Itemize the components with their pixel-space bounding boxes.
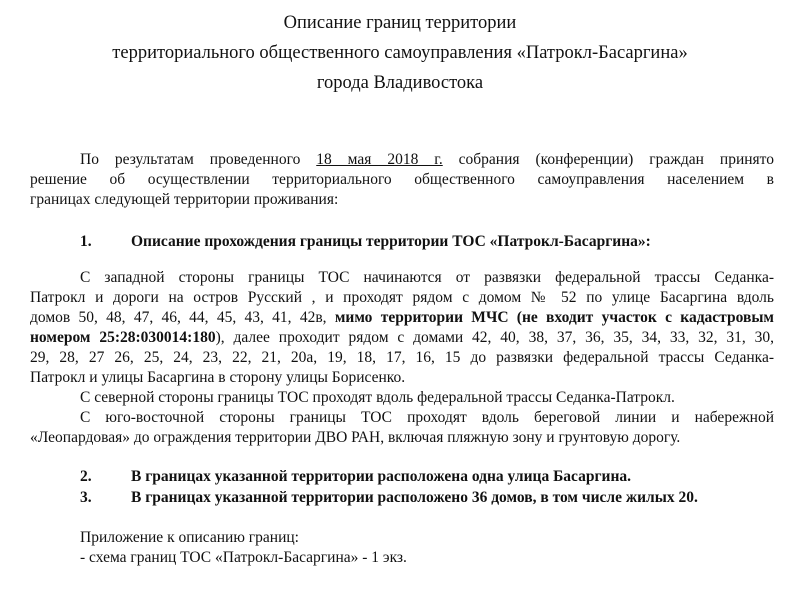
section-2-number: 2. [80,468,92,485]
section-1-p1-line-1: С западной стороны границы ТОС начинаются от развязки федеральной трассы Седанка- [80,269,774,286]
document-title-line-3: города Владивостока [316,73,484,93]
houses-list-2: ), далее проходит рядом с домами 42, 40, 38, 37, 36, 35, 34, 33, 32, 31, 30, [215,329,774,346]
section-1-p1-line-6: Патрокл и улицы Басаргина в сторону улицы Борисенко. [30,369,406,386]
section-1-p3-line-2: «Леопардовая» до ограждения территории ДВО РАН, включая пляжную зону и грунтовую дорогу. [30,429,681,446]
meeting-date: 18 мая 2018 г. [316,151,443,168]
section-3-text: В границах указанной территории расположено 36 домов, в том числе жилых 20. [131,489,698,506]
document-title-line-1: Описание границ территории [283,13,517,33]
intro-line-1 [80,150,774,170]
section-1-number: 1. [80,233,92,250]
cadastral-number: номером 25:28:030014:180 [30,329,216,346]
intro-rest: собрания (конференции) граждан принято [442,151,774,168]
appendix-heading: Приложение к описанию границ: [80,529,299,546]
section-2-text: В границах указанной территории расположена одна улица Басаргина. [131,468,632,485]
section-1-p2: С северной стороны границы ТОС проходят вдоль федеральной трассы Седанка-Патрокл. [80,389,675,406]
section-1-p3-line-1: С юго-восточной стороны границы ТОС проходят вдоль береговой линии и набережной [80,409,774,426]
intro-line-3: границах следующей территории проживания: [30,191,339,208]
intro-line-2: решение об осуществлении территориального общественного самоуправления населением в [30,171,774,188]
document-title-line-2: территориального общественного самоуправления «Патрокл-Басаргина» [112,43,688,63]
section-1-p1-line-4 [30,328,774,348]
houses-list-1: домов 50, 48, 47, 46, 44, 45, 43, 41, 42в, [30,309,335,326]
section-1-p1-line-5: 29, 28, 27 26, 25, 24, 23, 22, 21, 20а, 19, 18, 17, 16, 15 до развязки федеральной трассы Седанка- [30,349,774,366]
section-1-p1-line-2: Патрокл и дороги на остров Русский , и проходят рядом с домом № 52 по улице Басаргина вдоль [30,289,774,306]
section-1-heading: Описание прохождения границы территории ТОС «Патрокл-Басаргина»: [131,233,651,250]
section-1-p1-line-3 [30,308,774,328]
appendix-item: - схема границ ТОС «Патрокл-Басаргина» - 1 экз. [80,549,407,566]
section-3-number: 3. [80,489,92,506]
intro-prefix: По результатам проведенного [80,151,317,168]
mchs-exclusion: мимо территории МЧС (не входит участок с кадастровым [334,309,774,326]
